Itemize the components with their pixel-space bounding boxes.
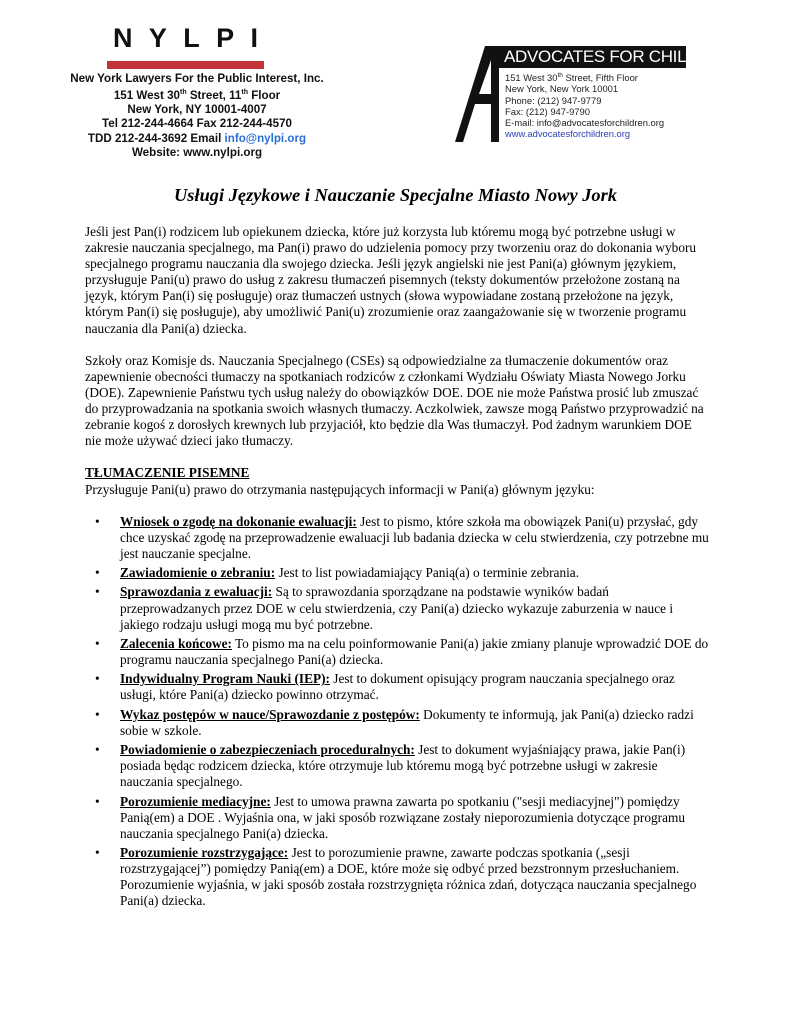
- afc-city: New York, New York 10001: [505, 83, 619, 95]
- section-heading: TŁUMACZENIE PISEMNE: [85, 465, 250, 481]
- nylpi-logo-letters: [107, 25, 264, 52]
- list-item-term: Wniosek o zgodę na dokonanie ewaluacji:: [120, 513, 357, 529]
- nylpi-floor-rest: Floor: [247, 89, 281, 103]
- list-item: [85, 565, 710, 581]
- nylpi-floor-sup: th: [241, 89, 248, 97]
- nylpi-org-name: New York Lawyers For the Public Interest, Inc.: [70, 72, 324, 85]
- list-item: [85, 636, 710, 668]
- list-item: [85, 742, 710, 790]
- nylpi-street: [62, 86, 332, 103]
- nylpi-street-sup: th: [179, 89, 187, 97]
- list-item: [85, 845, 710, 909]
- document-types-list: [85, 514, 710, 910]
- nylpi-letter: I: [250, 23, 258, 53]
- afc-street-number: 151 West 30: [505, 72, 558, 84]
- nylpi-logo: [107, 25, 264, 69]
- afc-street-sup: th: [557, 72, 563, 79]
- nylpi-tdd: TDD 212-244-3692 Email: [87, 131, 225, 145]
- list-item-description: Są to sprawozdania sporządzane na podstawie wyników badań przeprowadzanych przez DOE w celu stwierdzenia, czy Pani(a) dziecko wykazuje zaburzenia w nauce i jakiego rodzaju usługi mogą mu być potrzebne.: [120, 584, 674, 632]
- list-item-term: Powiadomienie o zabezpieczeniach proceduralnych:: [120, 742, 415, 758]
- nylpi-letter: Y: [148, 23, 167, 53]
- list-item-description: Jest to list powiadamiający Panią(a) o terminie zebrania.: [275, 565, 580, 581]
- afc-name-banner: ADVOCATES FOR CHILDREN: [498, 46, 686, 68]
- list-item-term: Wykaz postępów w nauce/Sprawozdanie z postępów:: [120, 706, 420, 722]
- list-item-description: Jest to pismo, które szkoła ma obowiązek Pani(u) przysłać, gdy chce uzyskać zgodę na przeprowadzenie ewaluacji lub badania dziecka w celu stwierdzenia, czy potrzebne mu jest nauczanie specjalne.: [120, 513, 709, 561]
- list-item: [85, 707, 710, 739]
- nylpi-website: Website: www.nylpi.org: [131, 145, 263, 159]
- afc-street-rest: Street, Fifth Floor: [562, 72, 638, 84]
- list-item-term: Zawiadomienie o zebraniu:: [120, 565, 276, 581]
- list-item: [85, 794, 710, 842]
- nylpi-address-block: [62, 72, 332, 160]
- nylpi-city: New York, NY 10001-4007: [127, 103, 267, 117]
- nylpi-letter: L: [183, 23, 200, 53]
- nylpi-email-link[interactable]: info@nylpi.org: [224, 131, 307, 145]
- list-item-description: Jest to umowa prawna zawarta po spotkaniu ("sesji mediacyjnej") pomiędzy Panią(em) a DOE . Wyjaśnia ona, w jaki sposób rozwiązane zostały nieporozumienia dotyczące programu nauczania specjalnego Pani(a) dziecka.: [120, 793, 685, 841]
- list-item-term: Porozumienie mediacyjne:: [120, 793, 271, 809]
- section-intro: Przysługuje Pani(u) prawo do otrzymania następujących informacji w Pani(a) głównym języku:: [85, 481, 595, 497]
- afc-website-link[interactable]: www.advocatesforchildren.org: [505, 128, 631, 140]
- list-item-description: Jest to dokument opisujący program nauczania specjalnego oraz usługi, które Pani(a) dziecko powinno otrzymać.: [120, 671, 675, 703]
- nylpi-tdd-email: [62, 132, 332, 146]
- document-title: Usługi Językowe i Nauczanie Specjalne Miasto Nowy Jork: [174, 185, 617, 205]
- nylpi-tel-fax: Tel 212-244-4664 Fax 212-244-4570: [102, 117, 292, 131]
- list-item-description: Jest to dokument wyjaśniający prawa, jakie Pan(i) posiada będąc rodzicem dziecka, które otrzymuje lub któremu mogą być potrzebne usługi w zakresie nauczania specjalnego.: [120, 742, 686, 790]
- list-item: [85, 671, 710, 703]
- afc-phone: Phone: (212) 947-9779: [505, 94, 602, 106]
- list-item-term: Porozumienie rozstrzygające:: [120, 844, 289, 860]
- responsibility-paragraph: Szkoły oraz Komisje ds. Nauczania Specjalnego (CSEs) są odpowiedzialne za tłumaczenie dokumentów oraz zapewnienie obecności tłumaczy na spotkaniach rodziców z członkami Wydziału Oświaty Miasta Nowego Jorku (DOE). Zapewnienie Państwu tych usług należy do obowiązków DOE. DOE nie może Państwa prosić lub zmuszać do przyprowadzania na spotkania swoich własnych tłumaczy. Aczkolwiek, zawsze mogą Państwo przyprowadzić na zebranie kogoś z dorosłych krewnych lub przyjaciół, kto będzie dla Was tłumaczył. Pod żadnym warunkiem DOE nie może używać dzieci jako tłumaczy.: [85, 352, 704, 449]
- nylpi-street-rest: Street, 11: [186, 89, 242, 103]
- intro-paragraph: Jeśli jest Pan(i) rodzicem lub opiekunem dziecka, które już korzysta lub któremu mogą być potrzebne usługi w zakresie nauczania specjalnego, ma Pan(i) prawo do udzielenia pomocy przy tworzeniu oraz do dokonania wyboru specjalnego programu nauczania dla swojego dziecka. Jeśli język angielski nie jest Pani(a) głównym językiem, przysługuje Pani(u) prawo do usług z zakresu tłumaczeń pisemnych (teksty dokumentów przełożone zostaną na język, którym Pan(i) się posługuje) oraz tłumaczeń ustnych (słowa wypowiadane zostaną przełożone na język, którym Pan(i) się posługuje), aby umożliwić Pani(u) zrozumienie oraz zaangażowanie się w tworzenie programu nauczania dla Pani(a) dziecka.: [85, 224, 697, 336]
- afc-street: [505, 70, 695, 83]
- list-item: [85, 584, 710, 632]
- document-body: [85, 224, 710, 913]
- list-item-term: Zalecenia końcowe:: [120, 635, 232, 651]
- list-item-description: To pismo ma na celu poinformowanie Pani(a) jakie zmiany planuje wprowadzić DOE do programu nauczania specjalnego Pani(a) dziecka.: [120, 635, 709, 667]
- nylpi-logo-bar: [107, 61, 264, 69]
- list-item-description: Dokumenty te informują, jak Pani(a) dziecko radzi sobie w szkole.: [120, 706, 694, 738]
- list-item-term: Sprawozdania z ewaluacji:: [120, 584, 273, 600]
- nylpi-street-number: 151 West 30: [113, 89, 180, 103]
- list-item-term: Indywidualny Program Nauki (IEP):: [120, 671, 330, 687]
- list-item: [85, 514, 710, 562]
- afc-fax: Fax: (212) 947-9790: [505, 105, 590, 117]
- afc-address-block: [505, 70, 695, 139]
- nylpi-letter: N: [113, 23, 133, 53]
- nylpi-letter: P: [216, 23, 235, 53]
- list-item-description: Jest to porozumienie prawne, zawarte podczas spotkania („sesji rozstrzygającej”) pomiędzy Panią(em) a DOE, które może się odbyć przed bezstronnym przesłuchaniem. Porozumienie wyjaśnia, w jaki sposób została rozstrzygnięta różnica zdań, dotycząca nauczania specjalnego Pani(a) dziecka.: [120, 844, 697, 909]
- afc-email[interactable]: E-mail: info@advocatesforchildren.org: [505, 116, 665, 128]
